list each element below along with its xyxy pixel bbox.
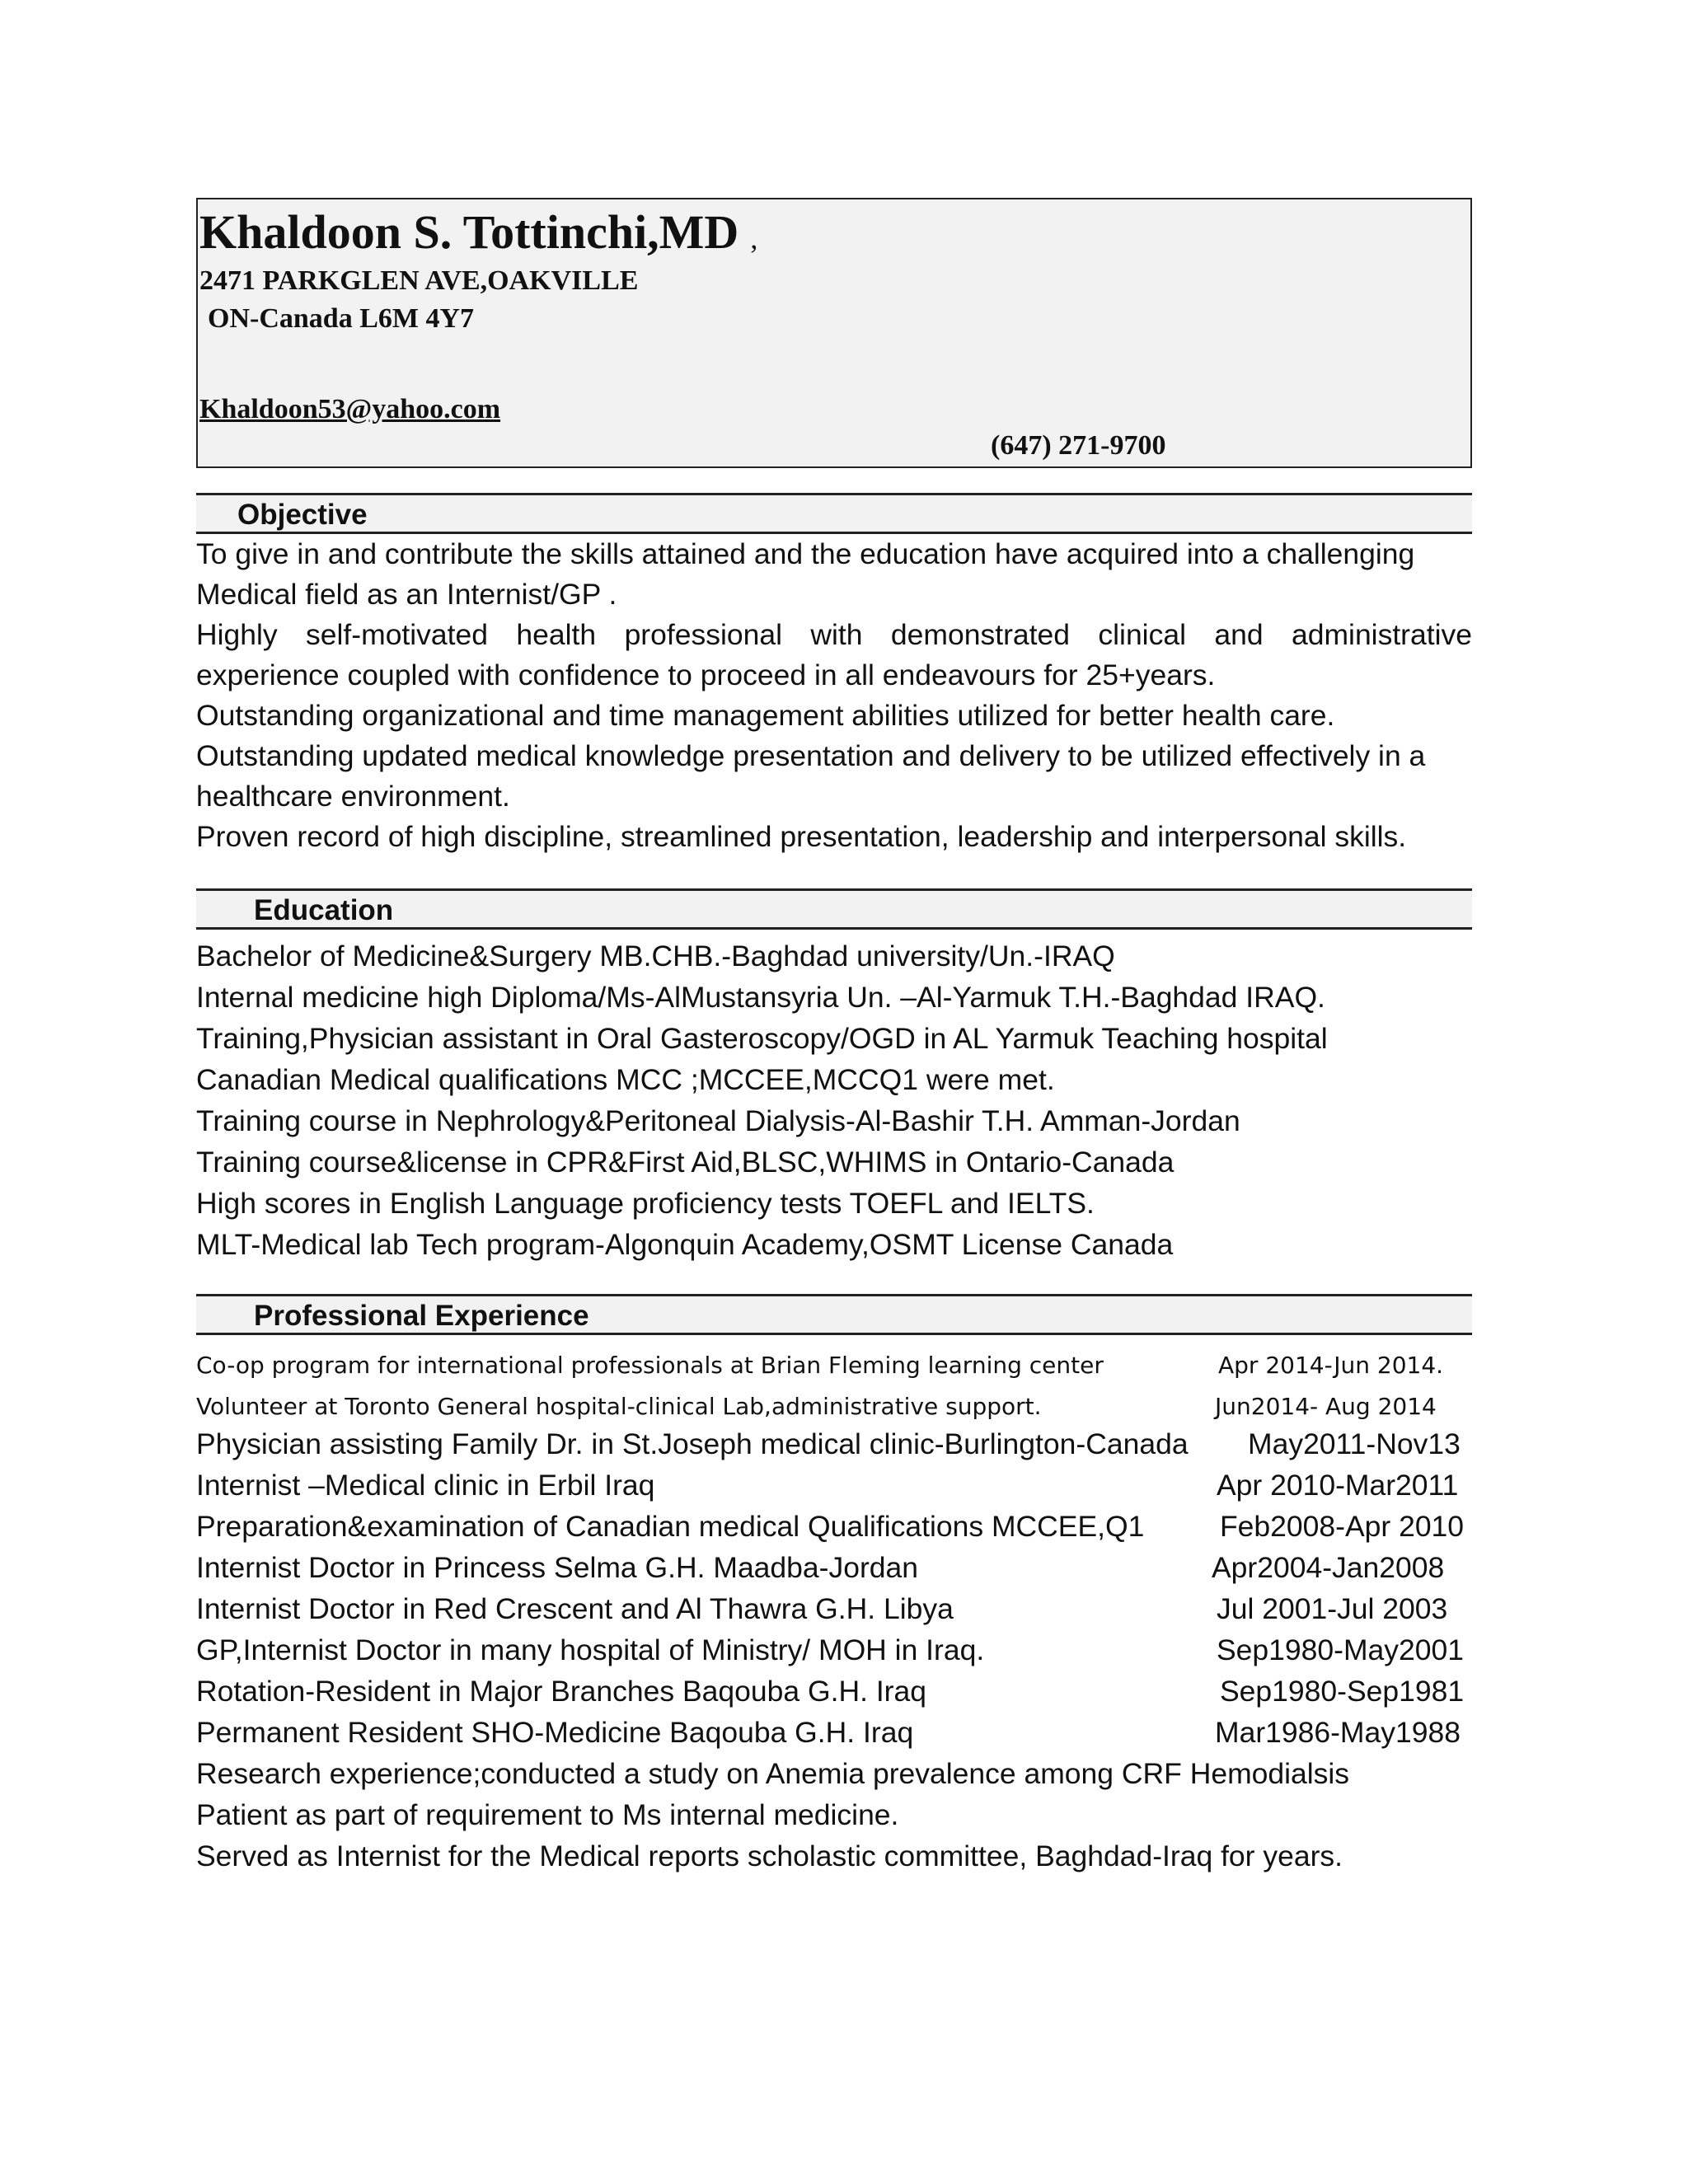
experience-date: Jul 2001-Jul 2003: [1217, 1592, 1448, 1625]
education-line: Training,Physician assistant in Oral Gasteroscopy/OGD in AL Yarmuk Teaching hospital: [196, 1022, 1328, 1055]
objective-line: Proven record of high discipline, streamlined presentation, leadership and interpersonal skills.: [196, 820, 1407, 853]
experience-description: Permanent Resident SHO-Medicine Baqouba G.H. Iraq: [196, 1716, 914, 1749]
resume-name: Khaldoon S. Tottinchi,MD ,: [199, 205, 758, 259]
objective-line: healthcare environment.: [196, 780, 510, 813]
name-suffix: ,: [750, 222, 758, 255]
education-line: MLT-Medical lab Tech program-Algonquin Academy,OSMT License Canada: [196, 1228, 1174, 1261]
experience-description: Internist Doctor in Red Crescent and Al Thawra G.H. Libya: [196, 1592, 954, 1625]
experience-section-header: [196, 1294, 1472, 1335]
experience-row: [196, 1345, 1482, 1386]
objective-line: Outstanding updated medical knowledge presentation and delivery to be utilized effectively in a: [196, 739, 1426, 772]
experience-row: [196, 1427, 1482, 1469]
experience-description: Internist –Medical clinic in Erbil Iraq: [196, 1469, 655, 1502]
address-line-2: ON-Canada L6M 4Y7: [208, 303, 475, 334]
objective-line: Outstanding organizational and time management abilities utilized for better health care.: [196, 699, 1335, 732]
experience-row: [196, 1551, 1482, 1592]
education-title: Education: [254, 894, 394, 926]
objective-title: Objective: [237, 499, 368, 531]
experience-date: Apr2004-Jan2008: [1212, 1551, 1445, 1584]
experience-row: [196, 1592, 1482, 1633]
experience-description: Co-op program for international professionals at Brian Fleming learning center: [196, 1352, 1104, 1379]
education-line: Training course&license in CPR&First Aid,BLSC,WHIMS in Ontario-Canada: [196, 1146, 1175, 1179]
experience-date: Jun2014- Aug 2014: [1215, 1393, 1437, 1420]
education-line: Canadian Medical qualifications MCC ;MCCEE,MCCQ1 were met.: [196, 1063, 1055, 1096]
objective-line: Highly self-motivated health professional with demonstrated clinical and administrative: [196, 618, 1472, 651]
experience-date: Mar1986-May1988: [1215, 1716, 1461, 1749]
experience-description: Rotation-Resident in Major Branches Baqouba G.H. Iraq: [196, 1675, 926, 1708]
email-link[interactable]: Khaldoon53@yahoo.com: [199, 394, 501, 424]
education-line: High scores in English Language proficiency tests TOEFL and IELTS.: [196, 1187, 1095, 1220]
contact-header: [196, 198, 1472, 468]
experience-row: [196, 1469, 1482, 1510]
objective-section-header: [196, 493, 1472, 534]
experience-row: [196, 1386, 1482, 1427]
experience-date: Feb2008-Apr 2010: [1220, 1510, 1465, 1543]
objective-line: Medical field as an Internist/GP .: [196, 578, 617, 611]
experience-description: Internist Doctor in Princess Selma G.H. Maadba-Jordan: [196, 1551, 919, 1584]
experience-description: GP,Internist Doctor in many hospital of Ministry/ MOH in Iraq.: [196, 1633, 985, 1666]
objective-line: To give in and contribute the skills attained and the education have acquired into a challenging: [196, 537, 1415, 570]
experience-description: Physician assisting Family Dr. in St.Joseph medical clinic-Burlington-Canada: [196, 1427, 1189, 1460]
experience-extra-line: Patient as part of requirement to Ms internal medicine.: [196, 1798, 899, 1831]
experience-description: Preparation&examination of Canadian medical Qualifications MCCEE,Q1: [196, 1510, 1145, 1543]
experience-date: May2011-Nov13: [1248, 1427, 1461, 1460]
objective-line: experience coupled with confidence to proceed in all endeavours for 25+years.: [196, 658, 1216, 691]
education-line: Internal medicine high Diploma/Ms-AlMustansyria Un. –Al-Yarmuk T.H.-Baghdad IRAQ.: [196, 981, 1325, 1014]
experience-title: Professional Experience: [254, 1300, 589, 1332]
experience-date: Apr 2010-Mar2011: [1217, 1469, 1459, 1502]
experience-row: [196, 1716, 1482, 1757]
education-line: Bachelor of Medicine&Surgery MB.CHB.-Baghdad university/Un.-IRAQ: [196, 940, 1115, 972]
education-section-header: [196, 888, 1472, 930]
experience-description: Volunteer at Toronto General hospital-clinical Lab,administrative support.: [196, 1393, 1042, 1420]
experience-date: Apr 2014-Jun 2014.: [1218, 1352, 1444, 1379]
experience-date: Sep1980-May2001: [1217, 1633, 1464, 1666]
phone-number: (647) 271-9700: [991, 430, 1166, 461]
experience-extra-line: Served as Internist for the Medical reports scholastic committee, Baghdad-Iraq for years.: [196, 1840, 1343, 1872]
experience-extra-line: Research experience;conducted a study on Anemia prevalence among CRF Hemodialsis: [196, 1757, 1350, 1790]
experience-row: [196, 1675, 1482, 1716]
experience-row: [196, 1510, 1482, 1551]
experience-date: Sep1980-Sep1981: [1220, 1675, 1465, 1708]
experience-row: [196, 1633, 1482, 1675]
address-line-1: 2471 PARKGLEN AVE,OAKVILLE: [199, 265, 639, 296]
education-line: Training course in Nephrology&Peritoneal Dialysis-Al-Bashir T.H. Amman-Jordan: [196, 1104, 1240, 1137]
